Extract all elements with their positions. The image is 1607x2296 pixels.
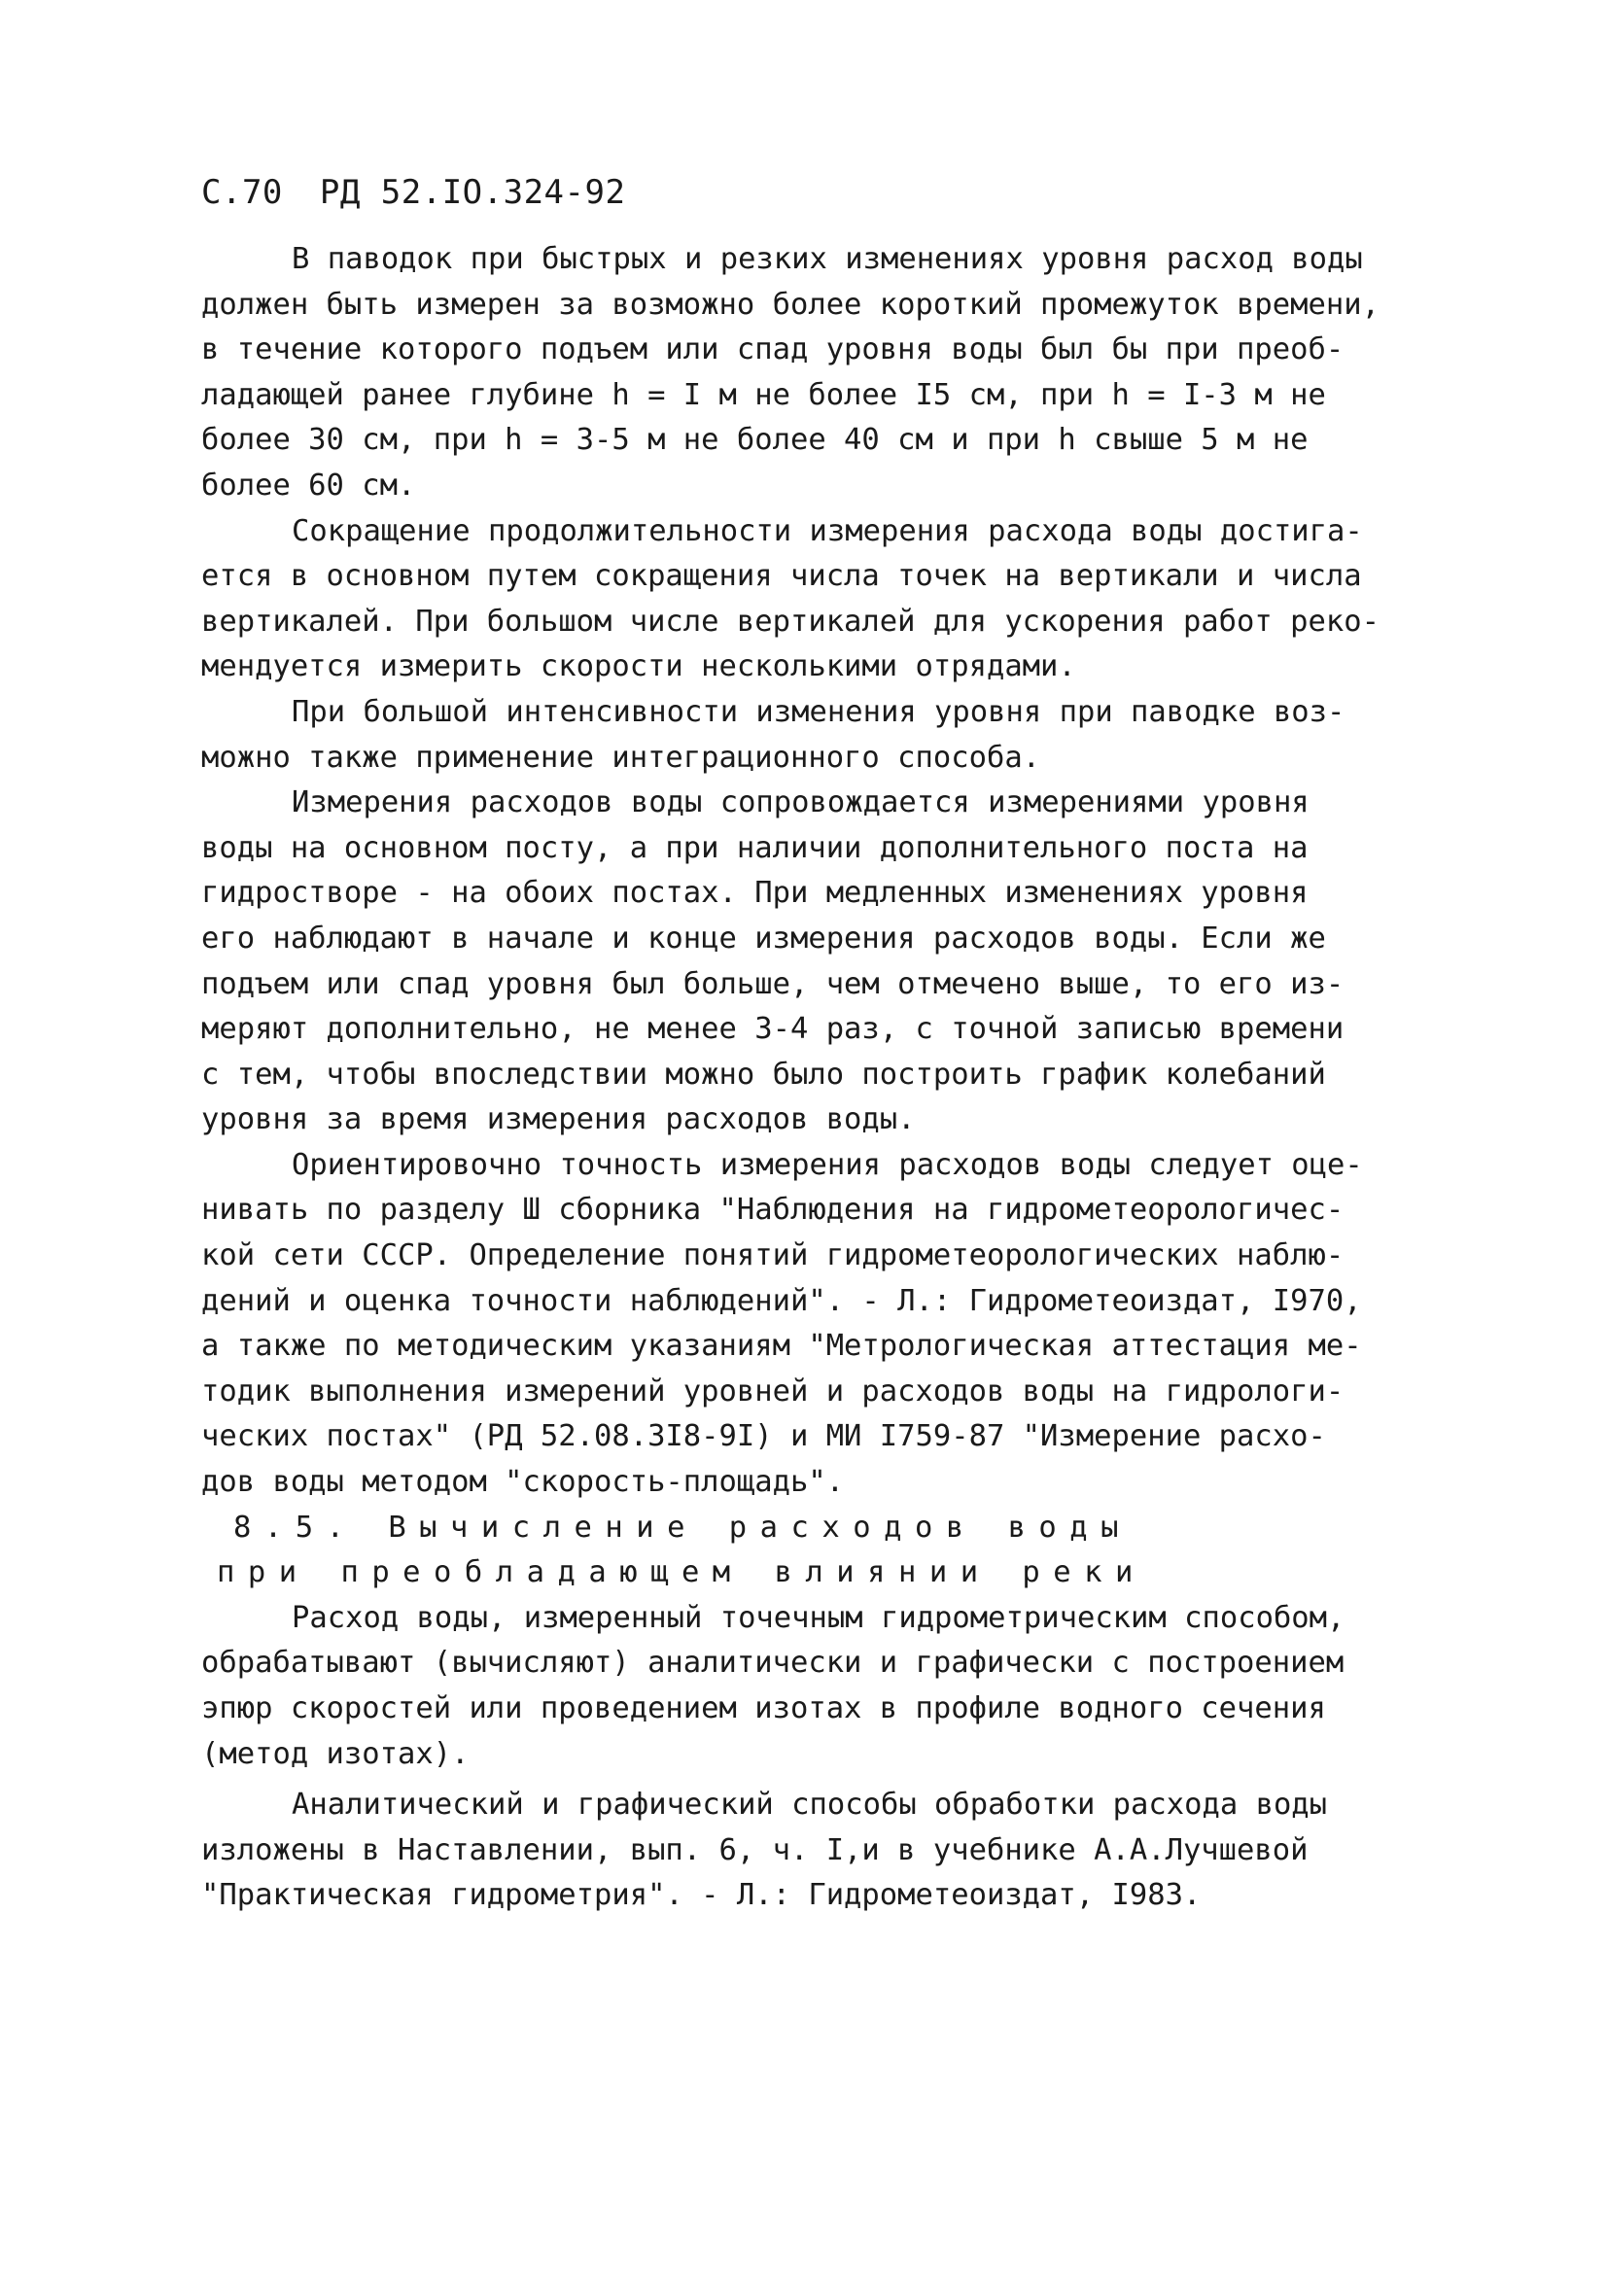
page-number: С.70 [201, 173, 283, 212]
text-line: изложены в Наставлении, вып. 6, ч. I,и в учебнике А.А.Лучшевой [201, 1832, 1309, 1867]
text-line: ется в основном путем сокращения числа точек на вертикали и числа [201, 559, 1362, 594]
text-line: кой сети СССР. Определение понятий гидрометеорологических наблю- [201, 1238, 1345, 1273]
text-line: Аналитический и графический способы обработки расхода воды [292, 1788, 1328, 1823]
section-heading: 8.5. Вычисление расходов воды [233, 1510, 1133, 1545]
text-line: должен быть измерен за возможно более короткий промежуток времени, [201, 287, 1380, 322]
text-line: в течение которого подъем или спад уровня воды был бы при преоб- [201, 332, 1345, 367]
text-line: тодик выполнения измерений уровней и расходов воды на гидрологи- [201, 1374, 1345, 1409]
text-line: уровня за время измерения расходов воды. [201, 1102, 916, 1137]
text-line: дов воды методом "скорость-площадь". [201, 1465, 845, 1500]
section-heading-continued: при преобладающем влиянии реки [217, 1555, 1146, 1590]
text-line: вертикалей. При большом числе вертикалей для ускорения работ реко- [201, 604, 1380, 639]
text-line: с тем, чтобы впоследствии можно было построить график колебаний [201, 1057, 1326, 1092]
text-line: можно также применение интеграционного способа. [201, 740, 1041, 775]
text-line: эпюр скоростей или проведением изотах в профиле водного сечения [201, 1691, 1326, 1725]
text-line: воды на основном посту, а при наличии дополнительного поста на [201, 830, 1309, 865]
text-line: обрабатывают (вычисляют) аналитически и графически с построением [201, 1646, 1345, 1681]
text-line: а также по методическим указаниям "Метрологическая аттестация ме- [201, 1329, 1362, 1364]
text-line: "Практическая гидрометрия". - Л.: Гидрометеоиздат, I983. [201, 1878, 1202, 1913]
text-line: (метод изотах). [201, 1736, 470, 1771]
page-header [201, 173, 625, 212]
text-line: более 30 см, при h = 3-5 м не более 40 см и при h свыше 5 м не [201, 423, 1309, 458]
document-body [201, 237, 1416, 1919]
text-line: Измерения расходов воды сопровождается измерениями уровня [292, 785, 1310, 820]
text-line: В паводок при быстрых и резких изменениях уровня расход воды [292, 242, 1363, 276]
text-line: нивать по разделу Ш сборника "Наблюдения на гидрометеорологичес- [201, 1193, 1345, 1228]
text-line: При большой интенсивности изменения уровня при паводке воз- [292, 694, 1345, 729]
text-line: более 60 см. [201, 468, 416, 503]
text-line: меряют дополнительно, не менее 3-4 раз, с точной записью времени [201, 1012, 1345, 1047]
document-code: РД 52.IO.324-92 [319, 173, 626, 212]
text-line: гидростворе - на обоих постах. При медленных изменениях уровня [201, 876, 1309, 911]
text-line: Ориентировочно точность измерения расходов воды следует оце- [292, 1147, 1363, 1182]
text-line: ладающей ранее глубине h = I м не более I5 см, при h = I-3 м не [201, 377, 1326, 412]
text-line: дений и оценка точности наблюдений". - Л.: Гидрометеоиздат, I970, [201, 1283, 1362, 1318]
text-line: Расход воды, измеренный точечным гидрометрическим способом, [292, 1600, 1345, 1635]
text-line: мендуется измерить скорости несколькими отрядами. [201, 649, 1076, 684]
text-line: подъем или спад уровня был больше, чем отмечено выше, то его из- [201, 966, 1345, 1001]
text-line: ческих постах" (РД 52.08.3I8-9I) и МИ I759-87 "Измерение расхо- [201, 1419, 1326, 1454]
text-line: его наблюдают в начале и конце измерения расходов воды. Если же [201, 921, 1326, 956]
text-line: Сокращение продолжительности измерения расхода воды достига- [292, 513, 1363, 548]
